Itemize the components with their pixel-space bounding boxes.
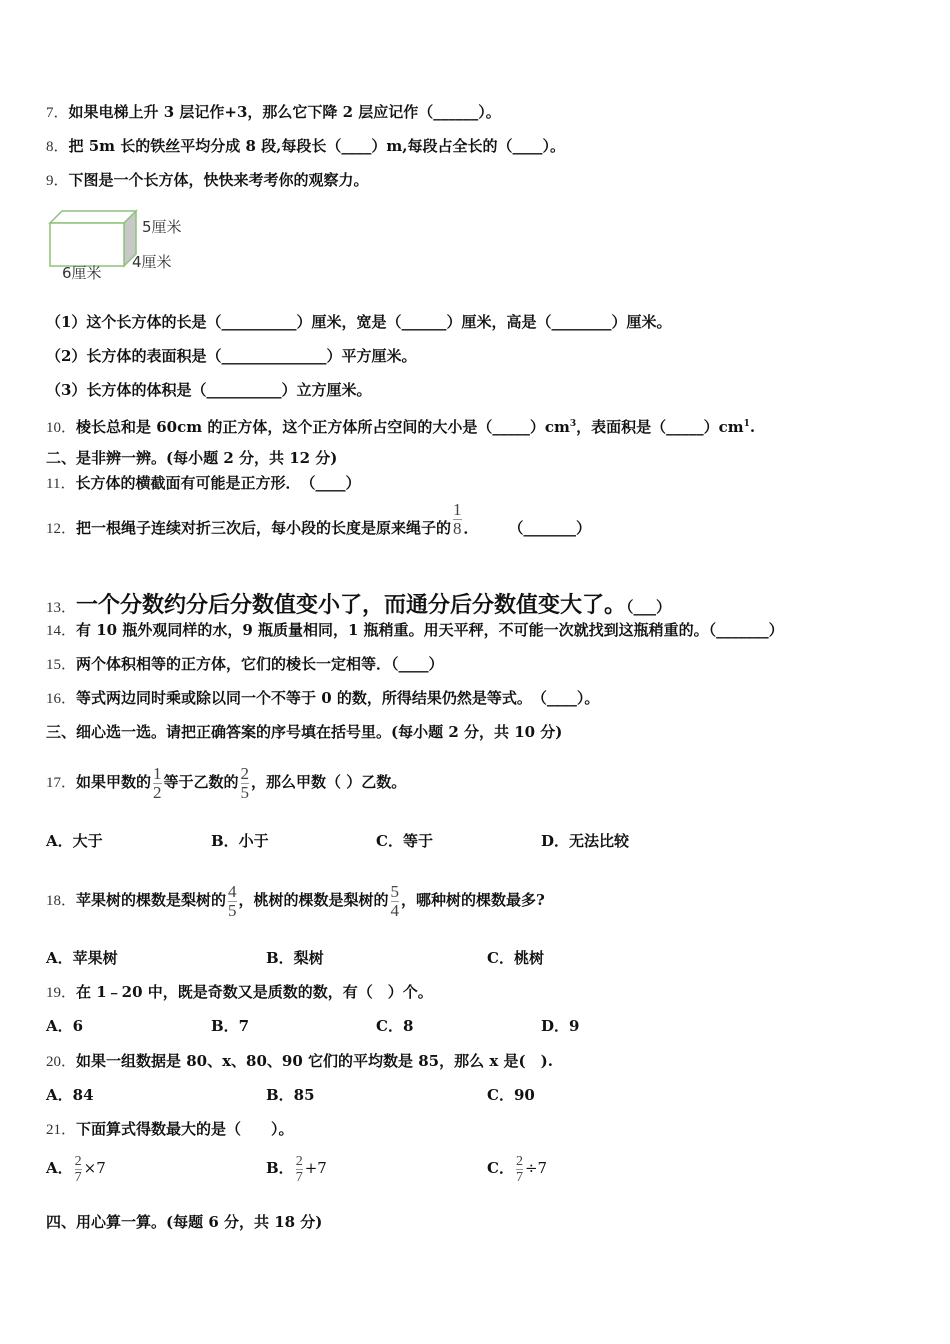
denominator: 8 xyxy=(453,518,462,538)
denominator: 7 xyxy=(74,1169,82,1185)
question-8 xyxy=(46,136,565,157)
question-15 xyxy=(46,654,444,675)
operation: ×7 xyxy=(83,1159,106,1177)
cuboid-drawing xyxy=(48,208,138,270)
option-b: B．7 xyxy=(211,1017,250,1035)
option-d: D．9 xyxy=(541,1017,580,1035)
option-label: C． xyxy=(487,1159,514,1177)
question-9-part-1: （1）这个长方体的长是（__________）厘米，宽是（______）厘米，高是（________）厘米。 xyxy=(46,313,672,331)
question-9-part-2: （2）长方体的表面积是（______________）平方厘米。 xyxy=(46,347,417,365)
question-number: 9． xyxy=(46,173,69,189)
question-text: 下图是一个长方体，快快来考考你的观察力。 xyxy=(68,171,369,189)
width-label: 4厘米 xyxy=(132,253,172,271)
option-a: A．84 xyxy=(46,1086,94,1104)
option-b xyxy=(266,1150,327,1186)
question-number: 19． xyxy=(46,985,77,1001)
question-number: 17． xyxy=(46,775,77,791)
option-c: C．8 xyxy=(376,1017,414,1035)
question-text: 有 10 瓶外观同样的水，9 瓶质量相同，1 瓶稍重。用天平秤，不可能一次就找到这瓶稍重的。（_______） xyxy=(76,621,784,639)
denominator: 7 xyxy=(295,1169,303,1185)
question-text: 长方体的横截面有可能是正方形． （____） xyxy=(75,474,361,492)
question-20 xyxy=(46,1051,553,1072)
denominator: 4 xyxy=(390,900,400,920)
question-12 xyxy=(46,499,592,548)
option-b: B．小于 xyxy=(211,832,269,850)
question-16 xyxy=(46,688,599,709)
option-c: C．等于 xyxy=(376,832,433,850)
question-text: . xyxy=(749,418,756,436)
question-text: 把 5m 长的铁丝平均分成 8 段,每段长（____）m,每段占全长的（____）。 xyxy=(68,137,565,155)
superscript: 1 xyxy=(743,419,750,429)
question-9 xyxy=(46,170,369,191)
operation: +7 xyxy=(304,1159,327,1177)
question-number: 20． xyxy=(46,1054,77,1070)
numerator: 2 xyxy=(295,1153,303,1169)
fraction xyxy=(241,765,250,802)
question-text: 棱长总和是 60cm 的正方体，这个正方体所占空间的大小是（_____）cm xyxy=(76,418,570,436)
question-text: 如果电梯上升 3 层记作+3，那么它下降 2 层应记作（______）。 xyxy=(68,103,501,121)
question-17 xyxy=(46,764,406,802)
option-c: C．桃树 xyxy=(487,949,544,967)
numerator: 2 xyxy=(240,763,250,783)
fraction xyxy=(75,1154,82,1185)
question-number: 18． xyxy=(46,893,77,909)
option-label: B． xyxy=(266,1159,294,1177)
question-text: ，表面积是（_____）cm xyxy=(576,418,744,436)
denominator: 5 xyxy=(228,900,237,920)
question-18 xyxy=(46,882,545,920)
fraction xyxy=(228,883,237,920)
numerator: 2 xyxy=(74,1153,82,1169)
superscript: 3 xyxy=(569,419,577,429)
question-text: 等式两边同时乘或除以同一个不等于 0 的数，所得结果仍然是等式。 （____）。 xyxy=(76,689,600,707)
question-text: 如果甲数的 xyxy=(76,773,152,791)
section-heading-3: 三、细心选一选。请把正确答案的序号填在括号里。(每小题 2 分，共 10 分) xyxy=(46,723,563,741)
question-number: 15． xyxy=(46,657,77,673)
option-b: B．梨树 xyxy=(266,949,324,967)
question-text: 苹果树的棵数是梨树的 xyxy=(76,891,227,909)
question-text: 下面算式得数最大的是（ ）。 xyxy=(76,1120,294,1138)
denominator: 7 xyxy=(515,1169,523,1185)
question-7 xyxy=(46,102,501,123)
numerator: 1 xyxy=(153,763,162,783)
option-a: A．苹果树 xyxy=(46,949,118,967)
option-a xyxy=(46,1150,106,1186)
option-c xyxy=(487,1150,547,1186)
length-label: 6厘米 xyxy=(62,264,102,282)
numerator: 1 xyxy=(453,499,462,519)
question-14 xyxy=(46,620,784,641)
question-number: 16． xyxy=(46,691,77,707)
option-label: A． xyxy=(46,1159,73,1177)
section-heading-2: 二、是非辨一辨。(每小题 2 分，共 12 分) xyxy=(46,449,338,467)
question-text: 等于乙数的 xyxy=(163,773,239,791)
option-c: C．90 xyxy=(487,1086,535,1104)
answer-blank: （___） xyxy=(626,598,672,616)
operation: ÷7 xyxy=(524,1159,548,1177)
answer-blank: ． （_______） xyxy=(463,519,592,537)
option-a: A．6 xyxy=(46,1017,84,1035)
fraction xyxy=(391,883,400,920)
question-number: 8． xyxy=(46,139,69,155)
option-d: D．无法比较 xyxy=(541,832,630,850)
question-number: 12． xyxy=(46,521,77,537)
fraction xyxy=(453,501,462,538)
question-text: 把一根绳子连续对折三次后，每小段的长度是原来绳子的 xyxy=(76,519,452,537)
option-a: A．大于 xyxy=(46,832,103,850)
cuboid-figure xyxy=(48,206,198,286)
numerator: 4 xyxy=(228,881,237,901)
section-heading-4: 四、用心算一算。(每题 6 分，共 18 分) xyxy=(46,1213,323,1231)
fraction xyxy=(153,765,162,802)
question-13 xyxy=(46,592,671,621)
question-number: 10． xyxy=(46,420,77,436)
denominator: 5 xyxy=(240,782,250,802)
fraction xyxy=(296,1154,303,1185)
question-text: ，那么甲数（ ）乙数。 xyxy=(251,773,407,791)
question-text: 如果一组数据是 80、x、80、90 它们的平均数是 85，那么 x 是( ). xyxy=(76,1052,553,1070)
denominator: 2 xyxy=(153,782,162,802)
question-number: 21． xyxy=(46,1122,77,1138)
numerator: 5 xyxy=(390,881,400,901)
question-19 xyxy=(46,982,433,1003)
question-number: 14． xyxy=(46,623,77,639)
question-number: 13． xyxy=(46,600,77,616)
option-b: B．85 xyxy=(266,1086,315,1104)
question-text: 一个分数约分后分数值变小了，而通分后分数值变大了。 xyxy=(76,592,627,618)
question-text: 在 1﹣20 中，既是奇数又是质数的数，有（ ）个。 xyxy=(76,983,433,1001)
question-9-part-3: （3）长方体的体积是（__________）立方厘米。 xyxy=(46,381,372,399)
question-11 xyxy=(46,473,360,494)
question-text: ，桃树的棵数是梨树的 xyxy=(238,891,389,909)
question-text: ，哪种树的棵数最多? xyxy=(401,891,545,909)
question-number: 11． xyxy=(46,476,76,492)
question-10 xyxy=(46,414,755,438)
height-label: 5厘米 xyxy=(142,218,182,236)
question-text: 两个体积相等的正方体，它们的棱长一定相等．（____） xyxy=(76,655,444,673)
fraction xyxy=(516,1154,523,1185)
question-number: 7． xyxy=(46,105,69,121)
question-21 xyxy=(46,1119,294,1140)
numerator: 2 xyxy=(515,1153,523,1169)
